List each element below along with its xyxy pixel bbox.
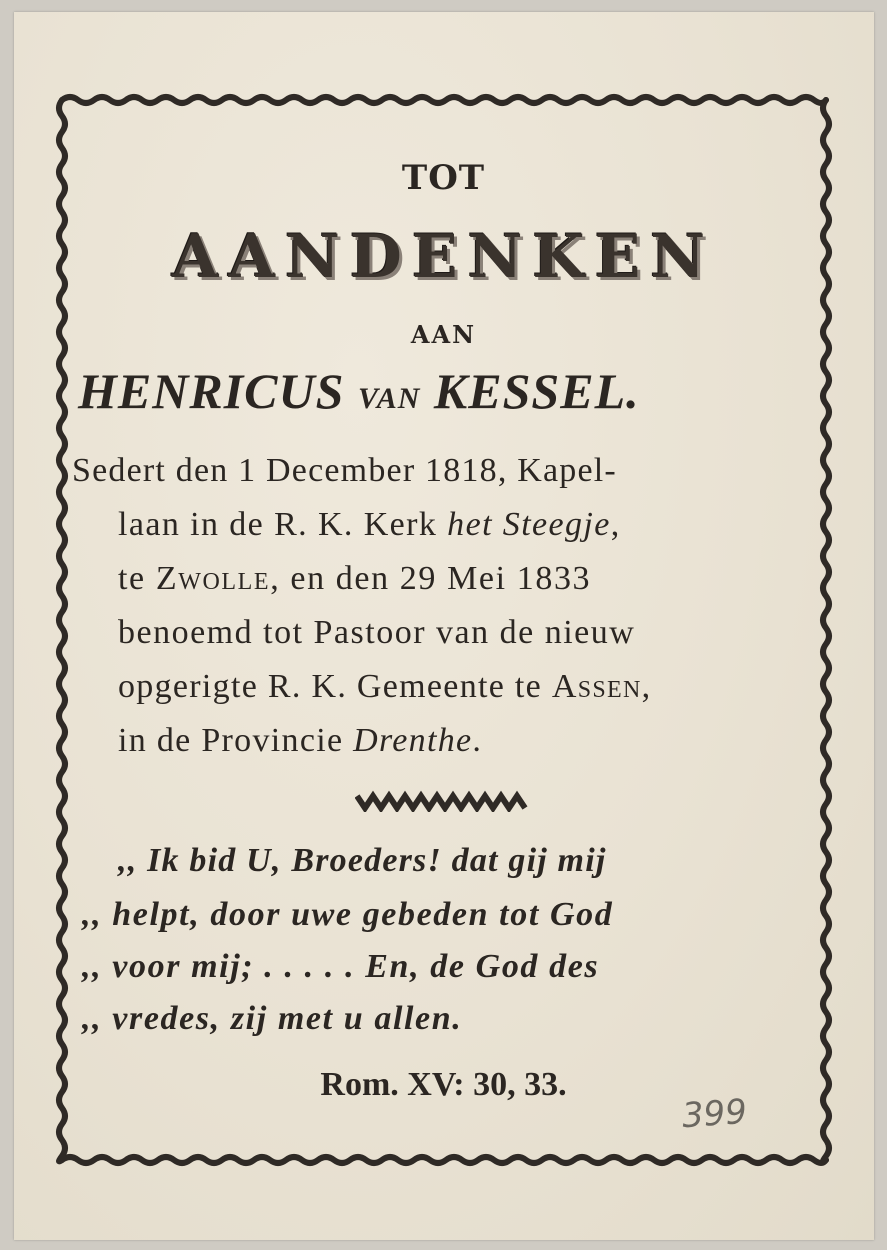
body-line-6: in de Provincie Drenthe. bbox=[118, 722, 483, 759]
body-line-1: Sedert den 1 December 1818, Kapel- bbox=[72, 452, 617, 489]
name-last: KESSEL. bbox=[433, 363, 640, 419]
heading-aan: AAN bbox=[410, 320, 477, 349]
ornamental-divider bbox=[355, 790, 530, 812]
heading-aandenken: AANDENKEN bbox=[171, 222, 716, 292]
body-line-3: te Zwolle, en den 29 Mei 1833 bbox=[118, 560, 592, 597]
quote-line-4: ,, vredes, zij met u allen. bbox=[82, 1000, 463, 1037]
quote-line-1: ,, Ik bid U, Broeders! dat gij mij bbox=[118, 842, 607, 879]
name-first: HENRICUS bbox=[78, 363, 345, 419]
handwritten-catalog-number: 399 bbox=[680, 1091, 749, 1137]
name-particle: VAN bbox=[357, 382, 421, 415]
body-line-2: laan in de R. K. Kerk het Steegje, bbox=[118, 506, 621, 543]
scripture-reference: Rom. XV: 30, 33. bbox=[320, 1066, 567, 1103]
body-line-5: opgerigte R. K. Gemeente te Assen, bbox=[118, 668, 652, 705]
quote-line-2: ,, helpt, door uwe gebeden tot God bbox=[82, 896, 614, 933]
deceased-name bbox=[78, 362, 640, 420]
body-line-4: benoemd tot Pastoor van de nieuw bbox=[118, 614, 636, 651]
quote-line-3: ,, voor mij; . . . . . En, de God des bbox=[82, 948, 600, 985]
heading-tot: TOT bbox=[401, 158, 486, 198]
